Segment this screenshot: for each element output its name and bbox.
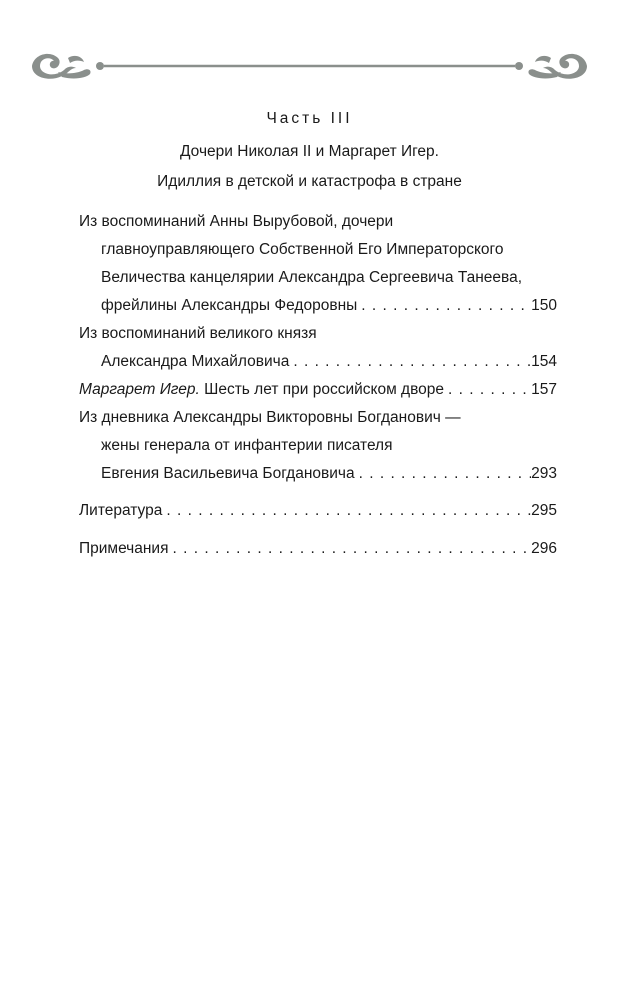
toc-entry-page-number: 296 (531, 540, 557, 557)
toc-entry-title-line: Александра Михайловича (101, 353, 290, 370)
toc-entry-title-line: Из дневника Александры Викторовны Богданович — (79, 409, 461, 426)
toc-entry-title-line: Величества канцелярии Александра Сергеевича Танеева, (101, 269, 523, 286)
toc-entry-bibliography[interactable] (79, 497, 557, 525)
toc-entry[interactable] (79, 208, 557, 320)
toc-entry[interactable] (79, 320, 557, 376)
header-ornament (28, 44, 591, 86)
dot-leader (289, 348, 531, 376)
toc-entry-page-number: 293 (531, 465, 557, 482)
toc-entry-page-number: 154 (531, 353, 557, 370)
toc-entry-title-line: жены генерала от инфантерии писателя (101, 437, 393, 454)
toc-entry-title-line: фрейлины Александры Федоровны (101, 297, 358, 314)
part-subtitle-line-2: Идиллия в детской и катастрофа в стране (157, 173, 462, 190)
dot-leader (169, 535, 532, 563)
toc-entry-title-line: Евгения Васильевича Богдановича (101, 465, 355, 482)
toc-entry[interactable] (79, 404, 557, 488)
toc-entry-title-line: главноуправляющего Собственной Его Императорского (101, 241, 504, 258)
dot-leader (444, 376, 531, 404)
toc-entry[interactable] (79, 376, 557, 404)
dot-leader (357, 292, 531, 320)
dot-leader (355, 460, 532, 488)
part-subtitle-line-1: Дочери Николая II и Маргарет Игер. (180, 143, 439, 160)
toc-entry-page-number: 295 (531, 502, 557, 519)
toc-entry-title-line: Из воспоминаний великого князя (79, 325, 317, 342)
toc-entry-title-line: Из воспоминаний Анны Вырубовой, дочери (79, 213, 394, 230)
toc-entry-page-number: 157 (531, 381, 557, 398)
toc-entry-title-line: Примечания (79, 540, 169, 557)
table-of-contents (79, 208, 557, 563)
toc-entry-page-number: 150 (531, 297, 557, 314)
toc-entry-author: Маргарет Игер. (79, 381, 200, 398)
toc-entry-notes[interactable] (79, 535, 557, 563)
part-heading: Часть III (266, 110, 353, 127)
toc-entry-title-line: Литература (79, 502, 163, 519)
toc-entry-title-line: Шесть лет при российском дворе (204, 381, 445, 398)
dot-leader (162, 497, 531, 525)
